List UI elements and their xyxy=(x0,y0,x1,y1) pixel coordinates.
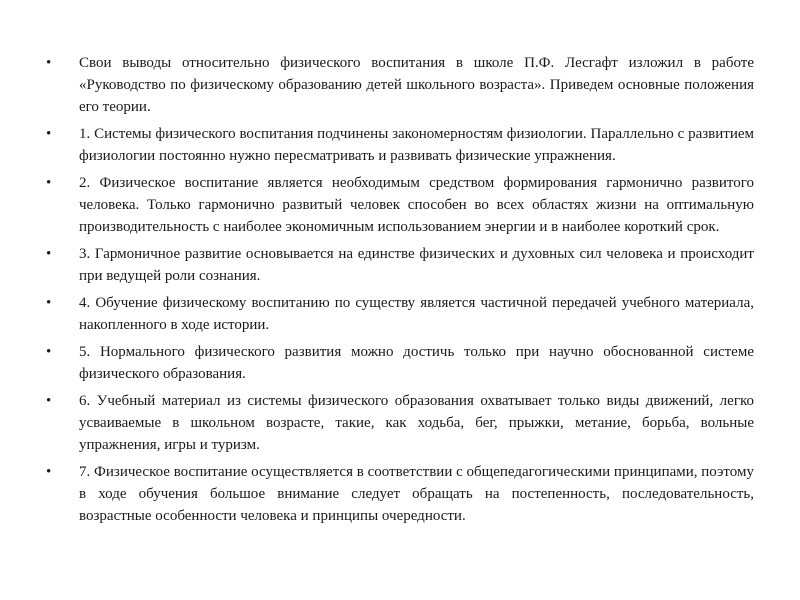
list-item-2 xyxy=(46,172,754,238)
bullet-icon: • xyxy=(46,55,52,71)
list-item-6 xyxy=(46,390,754,456)
bullet-icon: • xyxy=(46,344,52,360)
list-item-5 xyxy=(46,341,754,385)
bullet-icon: • xyxy=(46,464,52,480)
bullet-icon: • xyxy=(46,246,52,262)
bullet-icon: • xyxy=(46,295,52,311)
bullet-list xyxy=(46,52,754,527)
list-item-text: 2. Физическое воспитание является необходимым средством формирования гармонично развитого человека. Только гармонично развитый человек способен во всех областях жизни на оптимальную производительность с наиболее экономичным использованием энергии и в наиболее короткий срок. xyxy=(79,175,754,235)
list-item-3 xyxy=(46,243,754,287)
bullet-icon: • xyxy=(46,175,52,191)
list-item-text: 1. Системы физического воспитания подчинены закономерностям физиологии. Параллельно с развитием физиологии постоянно нужно пересматривать и развивать физические упражнения. xyxy=(79,126,754,164)
bullet-icon: • xyxy=(46,393,52,409)
bullet-icon: • xyxy=(46,126,52,142)
list-item-7 xyxy=(46,461,754,527)
list-item-intro xyxy=(46,52,754,118)
list-item-4 xyxy=(46,292,754,336)
list-item-text: 3. Гармоничное развитие основывается на единстве физических и духовных сил человека и происходит при ведущей роли сознания. xyxy=(79,246,754,284)
list-item-text: 6. Учебный материал из системы физического образования охватывает только виды движений, легко усваиваемые в школьном возрасте, такие, как ходьба, бег, прыжки, метание, борьба, вольные упражнения, игры и туризм. xyxy=(79,393,754,453)
list-item-text: 5. Нормального физического развития можно достичь только при научно обоснованной системе физического образования. xyxy=(79,344,754,382)
list-item-text: Свои выводы относительно физического воспитания в школе П.Ф. Лесгафт изложил в работе «Руководство по физическому образованию детей школьного возраста». Приведем основные положения его теории. xyxy=(79,55,754,115)
list-item-1 xyxy=(46,123,754,167)
list-item-text: 7. Физическое воспитание осуществляется в соответствии с общепедагогическими принципами, поэтому в ходе обучения большое внимание следует обращать на постепенность, последовательность, возрастные особенности человека и принципы очередности. xyxy=(79,464,754,524)
list-item-text: 4. Обучение физическому воспитанию по существу является частичной передачей учебного материала, накопленного в ходе истории. xyxy=(79,295,754,333)
